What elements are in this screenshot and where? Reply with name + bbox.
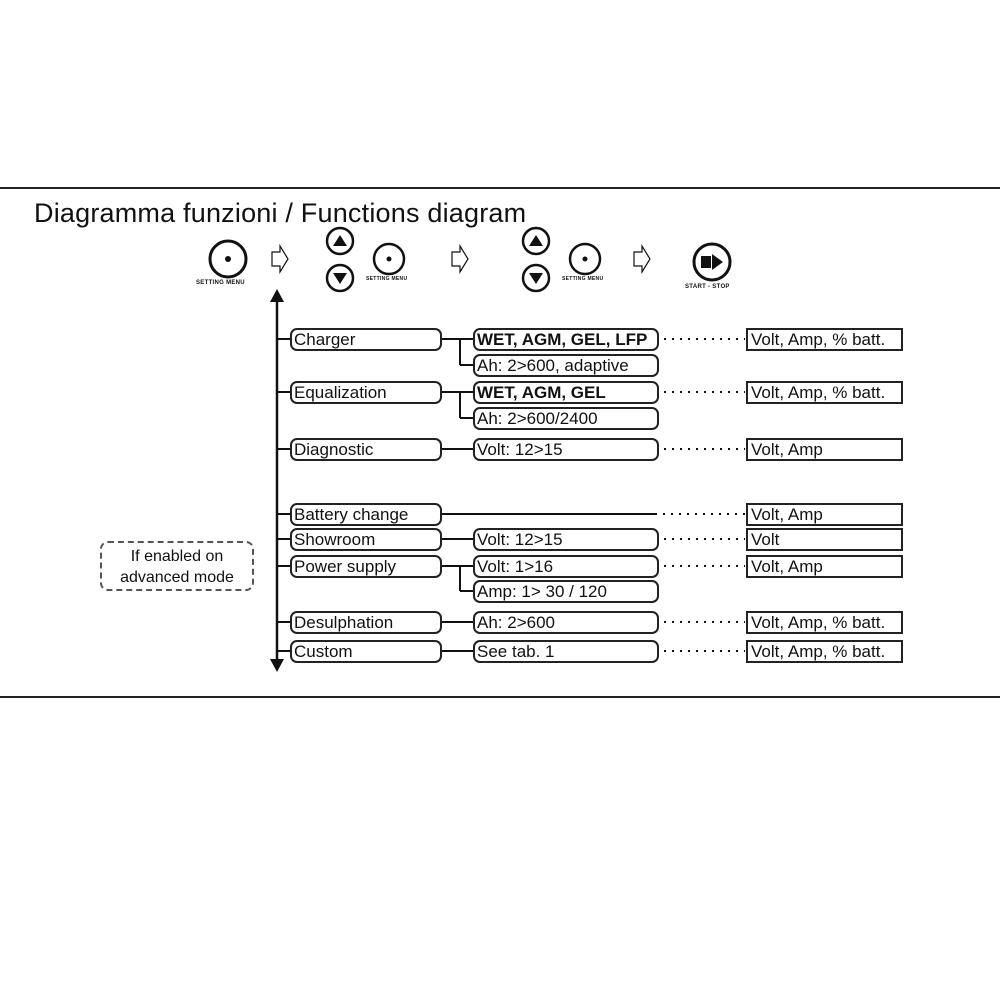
setting-menu-label: SETTING MENU (562, 276, 604, 282)
option-box: Ah: 2>600/2400 (473, 407, 659, 430)
display-box: Volt (746, 528, 903, 551)
display-box: Volt, Amp, % batt. (746, 611, 903, 634)
start-stop-label: START - STOP (685, 284, 730, 290)
menu-item-showroom: Showroom (290, 528, 442, 551)
advanced-mode-note (100, 541, 254, 591)
start-stop-icon (694, 244, 730, 280)
diagram-title: Diagramma funzioni / Functions diagram (34, 198, 527, 228)
next-arrow-icon (452, 246, 468, 272)
menu-item-battery-change: Battery change (290, 503, 442, 526)
display-box: Volt, Amp, % batt. (746, 328, 903, 351)
option-box: Amp: 1> 30 / 120 (473, 580, 659, 603)
option-box: WET, AGM, GEL (473, 381, 659, 404)
menu-item-charger: Charger (290, 328, 442, 351)
menu-item-desulphation: Desulphation (290, 611, 442, 634)
option-box: Volt: 12>15 (473, 438, 659, 461)
setting-menu-knob-icon (374, 244, 404, 274)
next-arrow-icon (634, 246, 650, 272)
menu-item-power-supply: Power supply (290, 555, 442, 578)
next-arrow-icon (272, 246, 288, 272)
up-button-icon (327, 228, 353, 254)
option-box: Volt: 1>16 (473, 555, 659, 578)
display-box: Volt, Amp (746, 503, 903, 526)
setting-menu-label: SETTING MENU (196, 280, 245, 286)
option-box: Volt: 12>15 (473, 528, 659, 551)
setting-menu-knob-icon (210, 241, 246, 277)
menu-item-custom: Custom (290, 640, 442, 663)
note-line: advanced mode (120, 569, 234, 586)
setting-menu-knob-icon (570, 244, 600, 274)
note-line: If enabled on (130, 548, 224, 565)
down-button-icon (523, 265, 549, 291)
option-box: Ah: 2>600 (473, 611, 659, 634)
option-box: WET, AGM, GEL, LFP (473, 328, 659, 351)
display-box: Volt, Amp, % batt. (746, 381, 903, 404)
menu-item-equalization: Equalization (290, 381, 442, 404)
up-button-icon (523, 228, 549, 254)
display-box: Volt, Amp (746, 438, 903, 461)
setting-menu-label: SETTING MENU (366, 276, 408, 282)
display-box: Volt, Amp (746, 555, 903, 578)
menu-item-diagnostic: Diagnostic (290, 438, 442, 461)
down-button-icon (327, 265, 353, 291)
option-box: Ah: 2>600, adaptive (473, 354, 659, 377)
option-box: See tab. 1 (473, 640, 659, 663)
display-box: Volt, Amp, % batt. (746, 640, 903, 663)
